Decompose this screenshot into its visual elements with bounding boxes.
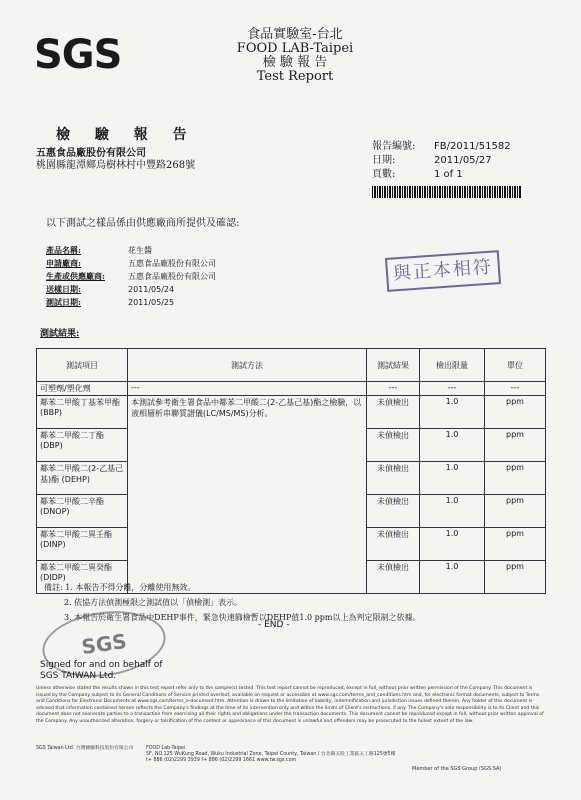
page-count: 1 of 1: [434, 169, 463, 180]
report-date: 2011/05/27: [434, 155, 492, 166]
cell-result: 未偵檢出: [367, 561, 420, 594]
cell-unit: ---: [485, 382, 546, 396]
lab-name-cn: 食品實驗室-台北: [247, 27, 343, 42]
cell-unit: ppm: [485, 528, 546, 561]
barcode: [372, 186, 522, 198]
cell-unit: ppm: [485, 495, 546, 528]
sgs-seal: SGS: [38, 604, 170, 685]
col-header-item: 測試項目: [37, 349, 128, 382]
info-label: 申請廠商:: [46, 258, 81, 268]
info-row: [46, 244, 216, 257]
company-name: 五惠食品廠股份有限公司: [36, 148, 146, 159]
signature-line-1: Signed for and on behalf of: [40, 660, 163, 670]
cell-method: ---: [128, 382, 367, 396]
cell-item: 鄰苯二甲酸二異癸酯 (DIDP): [37, 561, 128, 594]
lab-header: [190, 28, 400, 84]
cell-unit: ppm: [485, 396, 546, 429]
table-header-row: [37, 349, 546, 382]
certified-copy-stamp: 與正本相符: [385, 250, 501, 292]
report-title-en: Test Report: [256, 69, 334, 84]
signature-block: [40, 660, 163, 682]
footer-lab: FOOD Lab-Taipei: [146, 746, 186, 751]
info-row: [46, 270, 216, 283]
disclaimer-text: Unless otherwise stated the results shown in this test report refer only to the sample(s) tested. This test report cannot be reproduced, except in full, without prior written permission of the Company. This document is issued by the Company subject to its General Conditions of Service printed overleaf, available on request or accessible at www.sgs.com/terms_and_conditions.htm and, for electronic format documents, subject to Terms and Conditions for Electronic Documents at www.sgs.com/terms_e-document.htm. Attention is drawn to the limitation of liability, indemnification and jurisdiction issues defined therein. Any holder of this document is advised that information contained hereon reflects the Company's findings at the time of its intervention only and within the limits of Client's instructions, if any. The Company's sole responsibility is to its Client and this document does not exonerate parties to a transaction from exercising all their rights and obligations under the transaction documents. This document cannot be reproduced except in full, without prior written approval of the Company. Any unauthorized alteration, forgery or falsification of the content or appearance of this document is unlawful and offenders may be prosecuted to the fullest extent of the law.: [36, 686, 544, 724]
sgs-logo: SGS: [34, 32, 122, 78]
cell-result: 未偵檢出: [367, 495, 420, 528]
cell-result: 未偵檢出: [367, 396, 420, 429]
results-table: [36, 348, 546, 594]
report-no-label: 報告編號:: [372, 141, 416, 152]
member-note: Member of the SGS Group (SGS SA): [412, 766, 502, 772]
lab-name-en: FOOD LAB-Taipei: [236, 41, 354, 56]
cell-result: 未偵檢出: [367, 528, 420, 561]
cell-item: 可塑劑/塑化劑: [37, 382, 128, 396]
cell-limit: 1.0: [420, 462, 485, 495]
col-header-result: 測試結果: [367, 349, 420, 382]
cell-item: 鄰苯二甲酸二異壬酯 (DINP): [37, 528, 128, 561]
cell-item: 鄰苯二甲酸丁基苯甲酯 (BBP): [37, 396, 128, 429]
end-marker: - END -: [258, 620, 290, 630]
remark-item: 3. 本報告於衛生署食品中DEHP事件，緊急快速篩檢暫以DEHP值1.0 ppm以上為判定限制之依據。: [64, 613, 421, 622]
date-label: 日期:: [372, 155, 396, 166]
footer-company: SGS Taiwan Ltd. 台灣檢驗科技股份有限公司: [36, 746, 134, 751]
footer-contact: [146, 746, 546, 764]
cell-unit: ppm: [485, 429, 546, 462]
info-row: [46, 257, 216, 270]
footer-phone: t+ 886 (02)2299 3939 f+ 886 (02)2299 1661 www.tw.sgs.com: [146, 758, 297, 763]
table-row: [37, 396, 546, 429]
remark-item: 備註: 1. 本報告不得分離，分離使用無效。: [44, 583, 196, 592]
col-header-limit: 檢出限量: [420, 349, 485, 382]
cell-limit: 1.0: [420, 561, 485, 594]
signature-line-2: SGS TAIWAN Ltd.: [40, 671, 117, 681]
intro-text: 以下測試之樣品係由供應廠商所提供及確認:: [46, 218, 240, 229]
cell-result: ---: [367, 382, 420, 396]
info-value: 五惠食品廠股份有限公司: [128, 259, 216, 268]
info-label: 產品名稱:: [46, 245, 81, 255]
cell-limit: ---: [420, 382, 485, 396]
info-label: 送樣日期:: [46, 284, 81, 294]
cell-item: 鄰苯二甲酸二丁酯 (DBP): [37, 429, 128, 462]
cell-limit: 1.0: [420, 396, 485, 429]
info-row: [46, 283, 216, 296]
report-title-cn: 檢 驗 報 告: [262, 55, 328, 70]
cell-item: 鄰苯二甲酸二辛酯 (DNOP): [37, 495, 128, 528]
cell-limit: 1.0: [420, 528, 485, 561]
info-value: 2011/05/25: [128, 298, 175, 307]
sample-info: [46, 244, 216, 309]
report-meta: [372, 140, 511, 182]
col-header-unit: 單位: [485, 349, 546, 382]
cell-limit: 1.0: [420, 495, 485, 528]
table-row: [37, 382, 546, 396]
company-address: 桃園縣龍潭鄉烏樹林村中豐路268號: [36, 160, 196, 171]
cell-unit: ppm: [485, 462, 546, 495]
cell-result: 未偵檢出: [367, 429, 420, 462]
cell-unit: ppm: [485, 561, 546, 594]
cell-result: 未偵檢出: [367, 462, 420, 495]
info-value: 花生醬: [128, 246, 152, 255]
page-title: 檢 驗 報 告: [56, 127, 197, 143]
cell-method: 本測試參考衛生署食品中鄰苯二甲酸二(2-乙基己基)酯之檢驗，以液相層析串聯質譜儀(LC/MS/MS)分析。: [128, 396, 367, 594]
info-value: 五惠食品廠股份有限公司: [128, 272, 216, 281]
remark-item: 2. 依協方法偵測極限之測試值以「偵檢測」表示。: [64, 598, 243, 607]
cell-item: 鄰苯二甲酸二(2-乙基己基)酯 (DEHP): [37, 462, 128, 495]
info-label: 生產或供應廠商:: [46, 271, 105, 281]
results-label: 測試結果:: [40, 329, 80, 339]
report-no: FB/2011/51582: [434, 141, 511, 152]
cell-limit: 1.0: [420, 429, 485, 462]
footer-address: 5F, NO.125 WuKung Road, Wuku Industrial Zone, Taipei County, Taiwan / 台北縣五股工業區五工路125號5樓: [146, 752, 396, 757]
info-value: 2011/05/24: [128, 285, 175, 294]
info-row: [46, 296, 216, 309]
col-header-method: 測試方法: [128, 349, 367, 382]
page-label: 頁數:: [372, 169, 396, 180]
info-label: 測試日期:: [46, 297, 81, 307]
footer: [36, 746, 546, 764]
